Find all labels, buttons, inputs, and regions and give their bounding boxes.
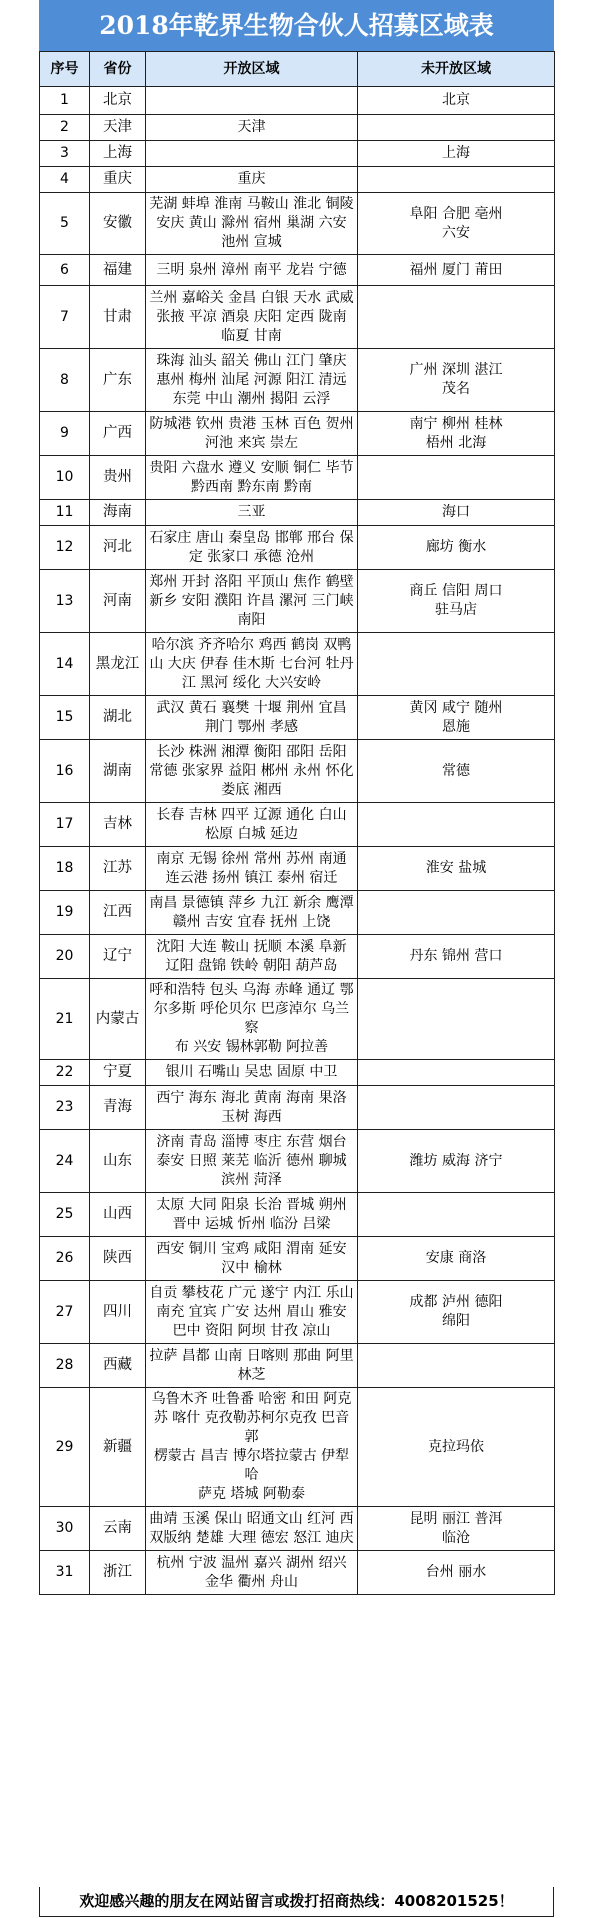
cell-no: 10: [40, 456, 90, 500]
cell-no: 28: [40, 1344, 90, 1388]
cell-closed-regions: 丹东 锦州 营口: [358, 935, 555, 979]
cell-open-regions: 银川 石嘴山 吴忠 固原 中卫: [146, 1060, 358, 1086]
table-row: [40, 1130, 555, 1193]
cell-closed-regions: 昆明 丽江 普洱 临沧: [358, 1507, 555, 1551]
table-row: [40, 1086, 555, 1130]
cell-no: 18: [40, 847, 90, 891]
cell-open-regions: 杭州 宁波 温州 嘉兴 湖州 绍兴 金华 衢州 舟山: [146, 1551, 358, 1595]
cell-open-regions: 西宁 海东 海北 黄南 海南 果洛 玉树 海西: [146, 1086, 358, 1130]
table-row: [40, 1060, 555, 1086]
cell-open-regions: 长春 吉林 四平 辽源 通化 白山 松原 白城 延边: [146, 803, 358, 847]
cell-province: 甘肃: [90, 286, 146, 349]
cell-no: 19: [40, 891, 90, 935]
table-row: [40, 115, 555, 141]
table-row: [40, 412, 555, 456]
column-header-closed-regions: 未开放区域: [358, 52, 555, 87]
footer-hotline-note: 欢迎感兴趣的朋友在网站留言或拨打招商热线：4008201525！: [39, 1887, 554, 1917]
cell-open-regions: 呼和浩特 包头 乌海 赤峰 通辽 鄂 尔多斯 呼伦贝尔 巴彦淖尔 乌兰察 布 兴安 锡林郭勒 阿拉善: [146, 979, 358, 1060]
cell-closed-regions: 商丘 信阳 周口 驻马店: [358, 570, 555, 633]
cell-province: 山东: [90, 1130, 146, 1193]
cell-province: 四川: [90, 1281, 146, 1344]
cell-open-regions: 西安 铜川 宝鸡 咸阳 渭南 延安 汉中 榆林: [146, 1237, 358, 1281]
table-row: [40, 803, 555, 847]
cell-no: 26: [40, 1237, 90, 1281]
cell-closed-regions: 北京: [358, 87, 555, 115]
cell-open-regions: 长沙 株洲 湘潭 衡阳 邵阳 岳阳 常德 张家界 益阳 郴州 永州 怀化 娄底 湘西: [146, 740, 358, 803]
cell-closed-regions: [358, 1193, 555, 1237]
cell-closed-regions: 安康 商洛: [358, 1237, 555, 1281]
cell-open-regions: 重庆: [146, 167, 358, 193]
cell-province: 宁夏: [90, 1060, 146, 1086]
cell-no: 2: [40, 115, 90, 141]
cell-no: 30: [40, 1507, 90, 1551]
cell-closed-regions: [358, 803, 555, 847]
cell-open-regions: 济南 青岛 淄博 枣庄 东营 烟台 泰安 日照 莱芜 临沂 德州 聊城 滨州 菏泽: [146, 1130, 358, 1193]
table-row: [40, 526, 555, 570]
table-row: [40, 570, 555, 633]
cell-no: 11: [40, 500, 90, 526]
table-row: [40, 349, 555, 412]
cell-closed-regions: [358, 1344, 555, 1388]
table-row: [40, 286, 555, 349]
cell-province: 西藏: [90, 1344, 146, 1388]
cell-open-regions: 拉萨 昌都 山南 日喀则 那曲 阿里 林芝: [146, 1344, 358, 1388]
table-row: [40, 891, 555, 935]
cell-open-regions: 天津: [146, 115, 358, 141]
cell-province: 重庆: [90, 167, 146, 193]
cell-no: 3: [40, 141, 90, 167]
column-header-open-regions: 开放区域: [146, 52, 358, 87]
cell-no: 27: [40, 1281, 90, 1344]
table-row: [40, 633, 555, 696]
cell-open-regions: 芜湖 蚌埠 淮南 马鞍山 淮北 铜陵 安庆 黄山 滁州 宿州 巢湖 六安 池州 宣城: [146, 193, 358, 255]
cell-open-regions: 郑州 开封 洛阳 平顶山 焦作 鹤壁 新乡 安阳 濮阳 许昌 漯河 三门峡 南阳: [146, 570, 358, 633]
cell-open-regions: 乌鲁木齐 吐鲁番 哈密 和田 阿克 苏 喀什 克孜勒苏柯尔克孜 巴音郭 楞蒙古 昌吉 博尔塔拉蒙古 伊犁哈 萨克 塔城 阿勒泰: [146, 1388, 358, 1507]
cell-no: 23: [40, 1086, 90, 1130]
cell-open-regions: 三亚: [146, 500, 358, 526]
cell-closed-regions: [358, 979, 555, 1060]
table-row: [40, 456, 555, 500]
cell-closed-regions: [358, 456, 555, 500]
table-row: [40, 87, 555, 115]
table-row: [40, 193, 555, 255]
cell-no: 12: [40, 526, 90, 570]
cell-no: 24: [40, 1130, 90, 1193]
column-header-no: 序号: [40, 52, 90, 87]
cell-open-regions: [146, 141, 358, 167]
cell-closed-regions: 常德: [358, 740, 555, 803]
table-row: [40, 255, 555, 286]
table-row: [40, 1281, 555, 1344]
cell-province: 浙江: [90, 1551, 146, 1595]
cell-open-regions: 南昌 景德镇 萍乡 九江 新余 鹰潭 赣州 吉安 宜春 抚州 上饶: [146, 891, 358, 935]
cell-closed-regions: [358, 286, 555, 349]
cell-closed-regions: [358, 633, 555, 696]
cell-no: 16: [40, 740, 90, 803]
table-row: [40, 979, 555, 1060]
cell-closed-regions: 台州 丽水: [358, 1551, 555, 1595]
table-row: [40, 1344, 555, 1388]
cell-open-regions: 自贡 攀枝花 广元 遂宁 内江 乐山 南充 宜宾 广安 达州 眉山 雅安 巴中 资阳 阿坝 甘孜 凉山: [146, 1281, 358, 1344]
cell-province: 北京: [90, 87, 146, 115]
cell-no: 6: [40, 255, 90, 286]
cell-province: 福建: [90, 255, 146, 286]
cell-closed-regions: 黄冈 咸宁 随州 恩施: [358, 696, 555, 740]
cell-no: 29: [40, 1388, 90, 1507]
cell-province: 安徽: [90, 193, 146, 255]
cell-province: 吉林: [90, 803, 146, 847]
column-header-province: 省份: [90, 52, 146, 87]
cell-no: 8: [40, 349, 90, 412]
cell-open-regions: 珠海 汕头 韶关 佛山 江门 肇庆 惠州 梅州 汕尾 河源 阳江 清远 东莞 中山 潮州 揭阳 云浮: [146, 349, 358, 412]
table-row: [40, 1388, 555, 1507]
cell-province: 江西: [90, 891, 146, 935]
cell-closed-regions: 成都 泸州 德阳 绵阳: [358, 1281, 555, 1344]
cell-open-regions: 南京 无锡 徐州 常州 苏州 南通 连云港 扬州 镇江 泰州 宿迁: [146, 847, 358, 891]
cell-closed-regions: 上海: [358, 141, 555, 167]
cell-closed-regions: [358, 115, 555, 141]
cell-province: 上海: [90, 141, 146, 167]
cell-province: 云南: [90, 1507, 146, 1551]
cell-no: 25: [40, 1193, 90, 1237]
cell-open-regions: 贵阳 六盘水 遵义 安顺 铜仁 毕节 黔西南 黔东南 黔南: [146, 456, 358, 500]
table-row: [40, 1193, 555, 1237]
cell-closed-regions: [358, 1060, 555, 1086]
table-body: [40, 87, 555, 1595]
cell-no: 22: [40, 1060, 90, 1086]
recruitment-region-table: [39, 51, 555, 1595]
cell-open-regions: 太原 大同 阳泉 长治 晋城 朔州 晋中 运城 忻州 临汾 吕梁: [146, 1193, 358, 1237]
cell-province: 河南: [90, 570, 146, 633]
cell-province: 天津: [90, 115, 146, 141]
cell-open-regions: 武汉 黄石 襄樊 十堰 荆州 宜昌 荆门 鄂州 孝感: [146, 696, 358, 740]
cell-open-regions: 三明 泉州 漳州 南平 龙岩 宁德: [146, 255, 358, 286]
cell-no: 4: [40, 167, 90, 193]
table-row: [40, 141, 555, 167]
cell-no: 1: [40, 87, 90, 115]
cell-province: 黑龙江: [90, 633, 146, 696]
cell-open-regions: 防城港 钦州 贵港 玉林 百色 贺州 河池 来宾 崇左: [146, 412, 358, 456]
cell-province: 新疆: [90, 1388, 146, 1507]
table-row: [40, 1237, 555, 1281]
cell-closed-regions: 淮安 盐城: [358, 847, 555, 891]
table-row: [40, 847, 555, 891]
cell-province: 湖南: [90, 740, 146, 803]
cell-closed-regions: 克拉玛依: [358, 1388, 555, 1507]
cell-closed-regions: 阜阳 合肥 亳州 六安: [358, 193, 555, 255]
cell-open-regions: 曲靖 玉溪 保山 昭通文山 红河 西 双版纳 楚雄 大理 德宏 怒江 迪庆: [146, 1507, 358, 1551]
cell-province: 贵州: [90, 456, 146, 500]
cell-province: 海南: [90, 500, 146, 526]
cell-no: 21: [40, 979, 90, 1060]
cell-closed-regions: 海口: [358, 500, 555, 526]
table-row: [40, 500, 555, 526]
cell-province: 内蒙古: [90, 979, 146, 1060]
cell-province: 山西: [90, 1193, 146, 1237]
cell-no: 5: [40, 193, 90, 255]
cell-province: 青海: [90, 1086, 146, 1130]
cell-no: 7: [40, 286, 90, 349]
table-row: [40, 167, 555, 193]
cell-no: 15: [40, 696, 90, 740]
cell-open-regions: 石家庄 唐山 秦皇岛 邯郸 邢台 保 定 张家口 承德 沧州: [146, 526, 358, 570]
table-row: [40, 740, 555, 803]
cell-open-regions: 沈阳 大连 鞍山 抚顺 本溪 阜新 辽阳 盘锦 铁岭 朝阳 葫芦岛: [146, 935, 358, 979]
table-row: [40, 696, 555, 740]
cell-no: 9: [40, 412, 90, 456]
cell-province: 陕西: [90, 1237, 146, 1281]
table-row: [40, 935, 555, 979]
page-title: 2018年乾界生物合伙人招募区域表: [39, 0, 554, 51]
cell-closed-regions: 福州 厦门 莆田: [358, 255, 555, 286]
cell-province: 广西: [90, 412, 146, 456]
cell-closed-regions: [358, 891, 555, 935]
cell-closed-regions: [358, 1086, 555, 1130]
cell-province: 辽宁: [90, 935, 146, 979]
cell-province: 河北: [90, 526, 146, 570]
cell-open-regions: 兰州 嘉峪关 金昌 白银 天水 武威 张掖 平凉 酒泉 庆阳 定西 陇南 临夏 甘南: [146, 286, 358, 349]
cell-closed-regions: 广州 深圳 湛江 茂名: [358, 349, 555, 412]
cell-open-regions: 哈尔滨 齐齐哈尔 鸡西 鹤岗 双鸭 山 大庆 伊春 佳木斯 七台河 牡丹 江 黑河 绥化 大兴安岭: [146, 633, 358, 696]
cell-closed-regions: 南宁 柳州 桂林 梧州 北海: [358, 412, 555, 456]
cell-no: 31: [40, 1551, 90, 1595]
cell-no: 13: [40, 570, 90, 633]
cell-province: 广东: [90, 349, 146, 412]
cell-closed-regions: [358, 167, 555, 193]
table-row: [40, 1507, 555, 1551]
table-row: [40, 1551, 555, 1595]
cell-no: 20: [40, 935, 90, 979]
cell-province: 湖北: [90, 696, 146, 740]
cell-closed-regions: 潍坊 威海 济宁: [358, 1130, 555, 1193]
cell-no: 17: [40, 803, 90, 847]
cell-province: 江苏: [90, 847, 146, 891]
cell-closed-regions: 廊坊 衡水: [358, 526, 555, 570]
cell-no: 14: [40, 633, 90, 696]
table-header-row: [40, 52, 555, 87]
cell-open-regions: [146, 87, 358, 115]
